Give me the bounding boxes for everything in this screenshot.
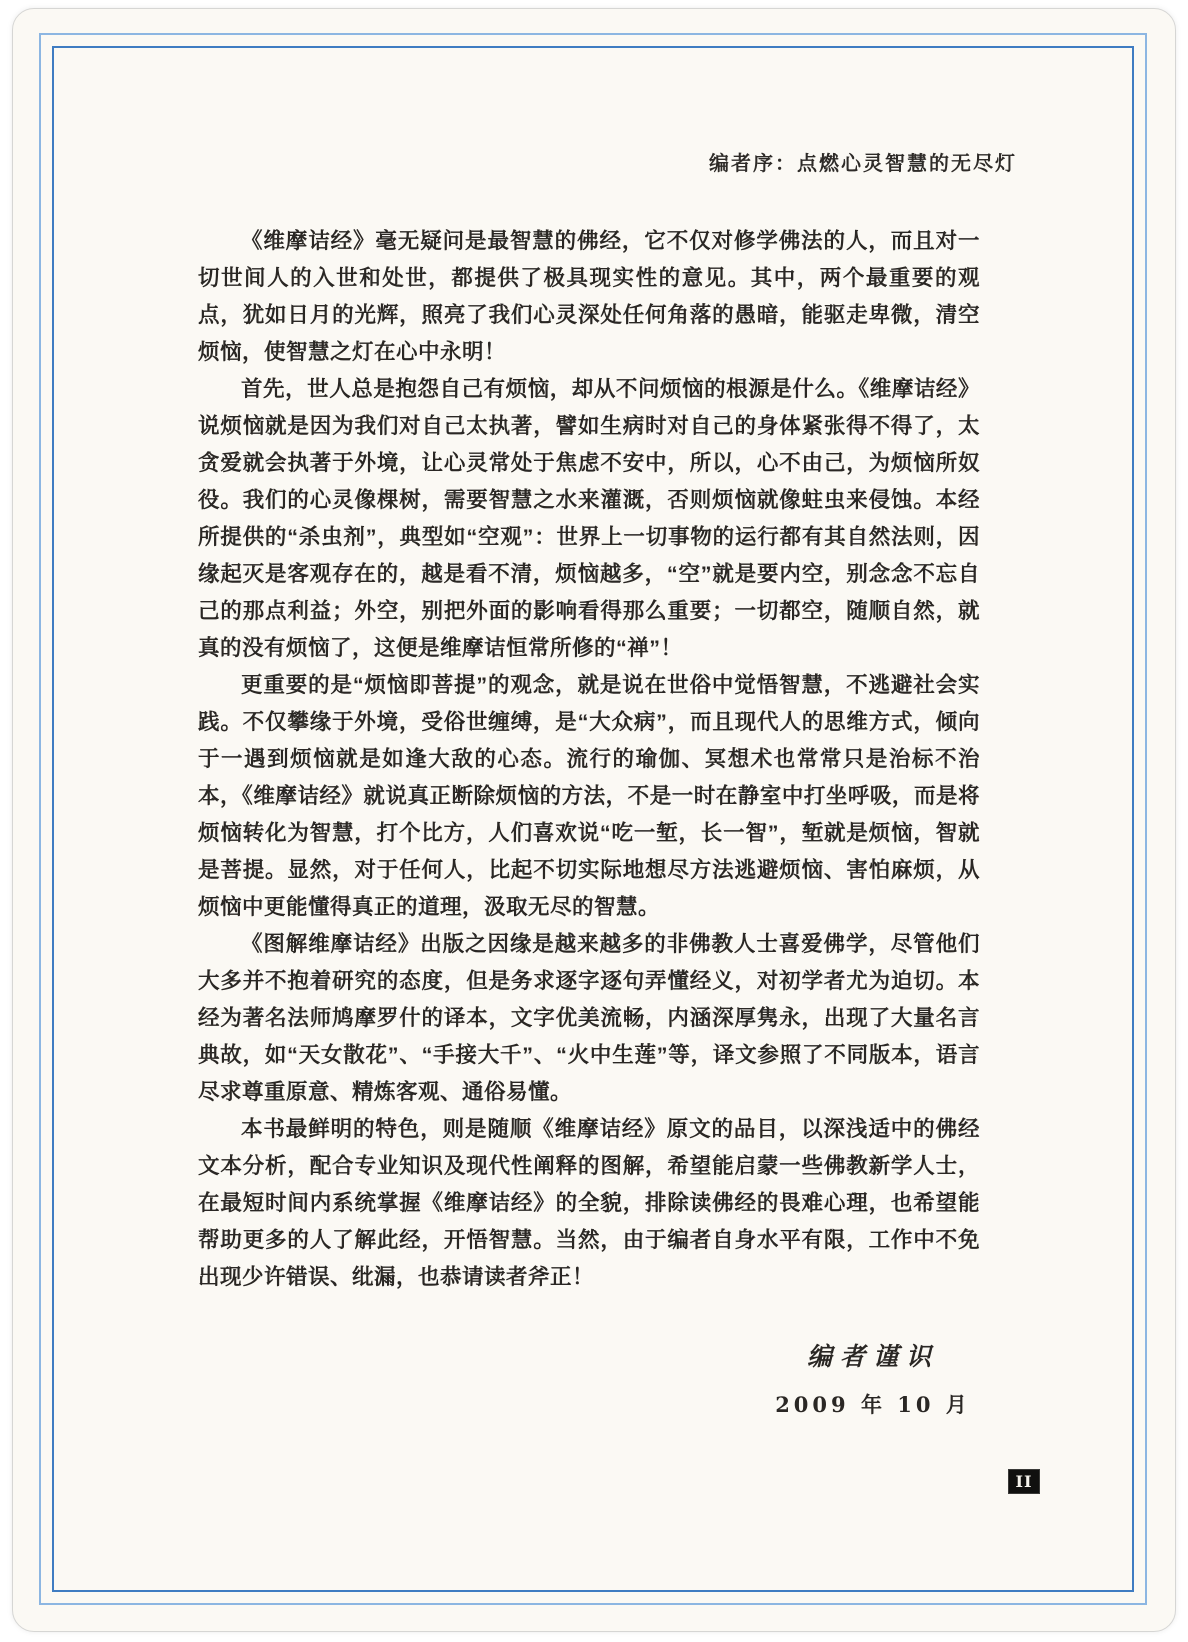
publication-date: 2009 年 10 月 <box>775 1392 971 1417</box>
paper-card <box>12 8 1176 1632</box>
running-header: 编者序：点燃心灵智慧的无尽灯 <box>709 153 1017 175</box>
body-paragraph: 首先，世人总是抱怨自己有烦恼，却从不问烦恼的根源是什么。《维摩诘经》说烦恼就是因为我们对自己太执著，譬如生病时对自己的身体紧张得不得了，太贪爱就会执著于外境，让心灵常处于焦虑不安中，所以，心不由己，为烦恼所奴役。我们的心灵像棵树，需要智慧之水来灌溉，否则烦恼就像蛀虫来侵蚀。本经所提供的“杀虫剂”，典型如“空观”：世界上一切事物的运行都有其自然法则，因缘起灭是客观存在的，越是看不清，烦恼越多，“空”就是要内空，别念念不忘自己的那点利益；外空，别把外面的影响看得那么重要；一切都空，随顺自然，就真的没有烦恼了，这便是维摩诘恒常所修的“禅”！ <box>198 377 980 660</box>
preface-body <box>198 223 980 1296</box>
body-paragraph: 《维摩诘经》毫无疑问是最智慧的佛经，它不仅对修学佛法的人，而且对一切世间人的入世和处世，都提供了极具现实性的意见。其中，两个最重要的观点，犹如日月的光辉，照亮了我们心灵深处任何角落的愚暗，能驱走卑微，清空烦恼，使智慧之灯在心中永明！ <box>198 229 980 364</box>
body-paragraph: 更重要的是“烦恼即菩提”的观念，就是说在世俗中觉悟智慧，不逃避社会实践。不仅攀缘于外境，受俗世缠缚，是“大众病”，而且现代人的思维方式，倾向于一遇到烦恼就是如逢大敌的心态。流行的瑜伽、冥想术也常常只是治标不治本，《维摩诘经》就说真正断除烦恼的方法，不是一时在静室中打坐呼吸，而是将烦恼转化为智慧，打个比方，人们喜欢说“吃一堑，长一智”，堑就是烦恼，智就是菩提。显然，对于任何人，比起不切实际地想尽方法逃避烦恼、害怕麻烦，从烦恼中更能懂得真正的道理，汲取无尽的智慧。 <box>198 673 980 919</box>
signature-block <box>713 1337 1033 1419</box>
page-number-badge: II <box>1008 1469 1040 1494</box>
body-paragraph: 《图解维摩诘经》出版之因缘是越来越多的非佛教人士喜爱佛学，尽管他们大多并不抱着研究的态度，但是务求逐字逐句弄懂经义，对初学者尤为迫切。本经为著名法师鸠摩罗什的译本，文字优美流畅，内涵深厚隽永，出现了大量名言典故，如“天女散花”、“手接大千”、“火中生莲”等，译文参照了不同版本，语言尽求尊重原意、精炼客观、通俗易懂。 <box>198 932 980 1104</box>
editor-signature: 编者谨识 <box>806 1342 939 1371</box>
body-paragraph: 本书最鲜明的特色，则是随顺《维摩诘经》原文的品目，以深浅适中的佛经文本分析，配合专业知识及现代性阐释的图解，希望能启蒙一些佛教新学人士，在最短时间内系统掌握《维摩诘经》的全貌，排除读佛经的畏难心理，也希望能帮助更多的人了解此经，开悟智慧。当然，由于编者自身水平有限，工作中不免出现少许错误、纰漏，也恭请读者斧正！ <box>198 1117 980 1289</box>
